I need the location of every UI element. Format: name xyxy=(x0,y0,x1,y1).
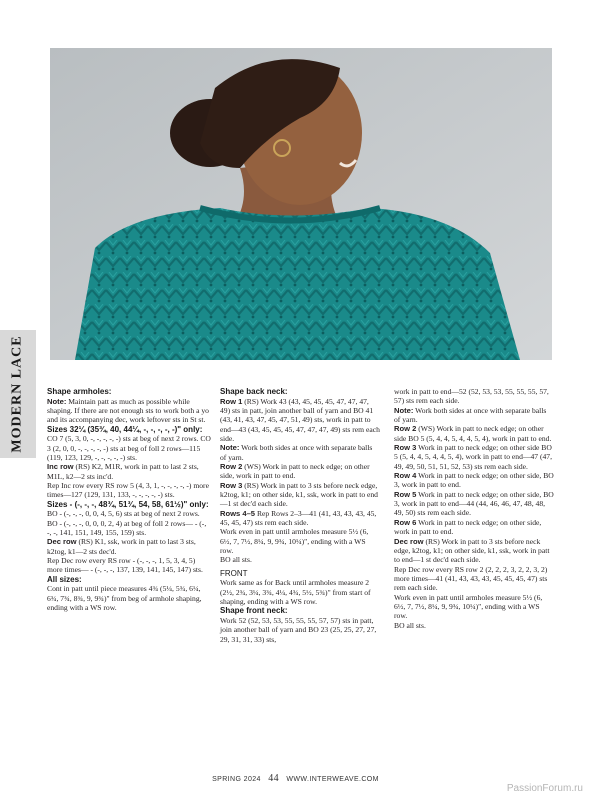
inc-row-repeat: Rep Inc row every RS row 5 (4, 3, 1, -, -, -, -, -) more times—127 (129, 131, 133, -, -, -, -, -) sts. xyxy=(47,480,209,500)
row-5-label: Row 5 xyxy=(394,489,417,499)
note-label: Note: xyxy=(394,405,414,415)
note-paragraph xyxy=(220,443,380,462)
inc-row-paragraph xyxy=(47,462,212,481)
front-neck-text: Work 52 (52, 53, 53, 55, 55, 55, 57, 57) sts in patt, join another ball of yarn and BO 23 (25, 25, 27, 27, 29, 31, 31, 33) sts, xyxy=(220,616,377,644)
text-column-1 xyxy=(47,387,212,612)
bo-all-text: BO all sts. xyxy=(220,555,252,565)
section-tab-label: MODERN LACE xyxy=(10,335,26,453)
all-sizes-heading: All sizes: xyxy=(47,574,82,584)
model-photo-illustration xyxy=(50,48,552,360)
row-2-label: Row 2 xyxy=(394,424,417,434)
row-5-paragraph xyxy=(394,490,554,518)
row-6-label: Row 6 xyxy=(394,517,417,527)
row-3-label: Row 3 xyxy=(220,480,243,490)
sizes-2-text: BO - (-, -, -, 0, 0, 4, 5, 6) sts at beg of next 2 rows. BO - (-, -, -, 0, 0, 0, 2, 4) at beg of foll 2 rows— - (-, -, -, 141, 151, 149, 155, 159) sts. xyxy=(47,509,207,537)
row-4-text: Work in patt to neck edge; on other side, BO 3, work in patt to end. xyxy=(394,471,554,490)
watermark: PassionForum.ru xyxy=(506,783,583,794)
row-2-label: Row 2 xyxy=(220,462,243,471)
row-2-text: (WS) Work in patt to neck edge; on other side, work in patt to end. xyxy=(220,462,370,481)
dec-row-text: (RS) Work in patt to 3 sts before neck edge, k2tog, k1; on other side, k1, ssk, work in patt to end—1 st dec'd each side. xyxy=(394,536,550,565)
footer-website: WWW.INTERWEAVE.COM xyxy=(286,776,379,783)
row-2-text: (WS) Work in patt to neck edge; on other side BO 5 (5, 4, 4, 5, 4, 4, 5, 4), work in patt to end. xyxy=(394,424,552,443)
sizes-1-heading: Sizes 32¼ (35¾, 40, 44¼, -, -, -, -, -)" only: xyxy=(47,424,203,434)
text-column-3 xyxy=(394,387,554,630)
row-1-label: Row 1 xyxy=(220,396,243,406)
page-number: 44 xyxy=(268,773,280,784)
row-2-paragraph xyxy=(220,462,380,481)
shape-armholes-heading: Shape armholes: xyxy=(47,387,112,396)
note-text: Maintain patt as much as possible while shaping. If there are not enough sts to work both a yo and its accompanying dec, work leftover sts in St st. xyxy=(47,396,209,425)
dec-row-text: (RS) K1, ssk, work in patt to last 3 sts, k2tog, k1—2 sts dec'd. xyxy=(47,537,196,556)
footer-season: SPRING 2024 xyxy=(212,776,261,783)
page-footer xyxy=(0,773,591,784)
front-heading: FRONT xyxy=(220,568,248,578)
note-paragraph xyxy=(47,397,212,425)
rows-4-5-label: Rows 4–5 xyxy=(220,508,256,518)
front-text: Work same as for Back until armholes measure 2 (2½, 2¾, 3¼, 3¾, 4¼, 4¾, 5½, 5¾)" from start of shaping, ending with a WS row. xyxy=(220,578,371,607)
note-label: Note: xyxy=(220,443,240,453)
row-3-text: Work in patt to neck edge; on other side BO 5 (5, 4, 4, 5, 4, 4, 5, 4), work in patt to end—47 (47, 49, 49, 50, 51, 51, 52, 53) sts rem each side. xyxy=(394,443,552,471)
sizes-1-text: CO 7 (5, 3, 0, -, -, -, -, -) sts at beg of next 2 rows. CO 3 (2, 0, 0, -, -, -, -, -) sts at beg of foll 2 rows—115 (119, 123, 129, -, -, -, -, -) sts. xyxy=(47,434,211,462)
work-even-text: Work even in patt until armholes measure 5½ (6, 6½, 7, 7½, 8¼, 9, 9¾, 10¼)", ending with a WS row. xyxy=(394,592,543,621)
inc-row-label: Inc row xyxy=(47,462,74,472)
work-even-text: Work even in patt until armholes measure 5½ (6, 6½, 7, 7½, 8¼, 9, 9¾, 10¼)", ending with a WS row. xyxy=(220,527,369,556)
row-4-paragraph xyxy=(394,471,554,490)
rows-4-5-paragraph xyxy=(220,509,380,528)
dec-row-repeat: Rep Dec row every RS row - (-, -, -, 1, 5, 3, 4, 5) more times— - (-, -, -, 137, 139, 141, 145, 147) sts. xyxy=(47,555,203,575)
note-text: Work both sides at once with separate balls of yarn. xyxy=(220,443,373,462)
row-1-text: (RS) Work 43 (43, 45, 45, 45, 47, 47, 47, 49) sts in patt, join another ball of yarn and BO 41 (43, 41, 43, 47, 45, 47, 51, 49) sts, work in patt to end—43 (43, 45, 45, 45, 47, 47, 47, 49) sts rem each side. xyxy=(220,396,380,443)
dec-row-label: Dec row xyxy=(394,536,424,546)
dec-row-paragraph xyxy=(47,537,212,556)
row-4-label: Row 4 xyxy=(394,471,417,481)
sizes-2-heading: Sizes - (-, -, -, 48¾, 51¾, 54, 58, 61½)" only: xyxy=(47,499,209,509)
row-6-text: Work in patt to neck edge; on other side, work in patt to end. xyxy=(394,517,542,537)
section-tab xyxy=(0,330,36,458)
row-2-paragraph xyxy=(394,424,554,443)
rows-4-5-text: Rep Rows 2–3—41 (41, 43, 43, 43, 45, 45, 45, 47) sts rem each side. xyxy=(220,508,377,528)
note-label: Note: xyxy=(47,396,67,406)
row-5-text: Work in patt to neck edge; on other side, BO 3, work in patt to end—44 (44, 46, 46, 47, 48, 48, 49, 50) sts rem each side. xyxy=(394,489,554,518)
text-column-2 xyxy=(220,387,380,644)
hero-photo xyxy=(50,48,552,360)
dec-row-paragraph xyxy=(394,537,554,565)
shape-back-neck-heading: Shape back neck: xyxy=(220,387,288,396)
row-1-paragraph xyxy=(220,397,380,444)
row-6-paragraph xyxy=(394,518,554,537)
note-paragraph xyxy=(394,406,554,425)
row-3-paragraph xyxy=(394,443,554,471)
all-sizes-text: Cont in patt until piece measures 4¾ (5¼, 5¾, 6¼, 6¾, 7¾, 8¾, 9, 9¾)" from beg of armhole shaping, ending with a WS row. xyxy=(47,584,202,612)
dec-row-repeat: Rep Dec row every RS row 2 (2, 2, 2, 3, 2, 2, 3, 2) more times—41 (41, 43, 43, 43, 45, 45, 45, 47) sts rem each side. xyxy=(394,564,548,593)
shape-front-neck-heading: Shape front neck: xyxy=(220,606,288,616)
bo-all-text: BO all sts. xyxy=(394,620,426,630)
inc-row-text: (RS) K2, M1R, work in patt to last 2 sts, M1L, k2—2 sts inc'd. xyxy=(47,462,199,481)
note-text: Work both sides at once with separate balls of yarn. xyxy=(394,405,547,425)
row-3-label: Row 3 xyxy=(394,443,417,453)
dec-row-label: Dec row xyxy=(47,537,77,547)
row-3-paragraph xyxy=(220,481,380,509)
continuation-text: work in patt to end—52 (52, 53, 53, 55, 55, 55, 57, 57) sts rem each side. xyxy=(394,387,549,406)
row-3-text: (RS) Work in patt to 3 sts before neck edge, k2tog, k1; on other side, k1, ssk, work in patt to end—1 st dec'd each side. xyxy=(220,480,378,509)
